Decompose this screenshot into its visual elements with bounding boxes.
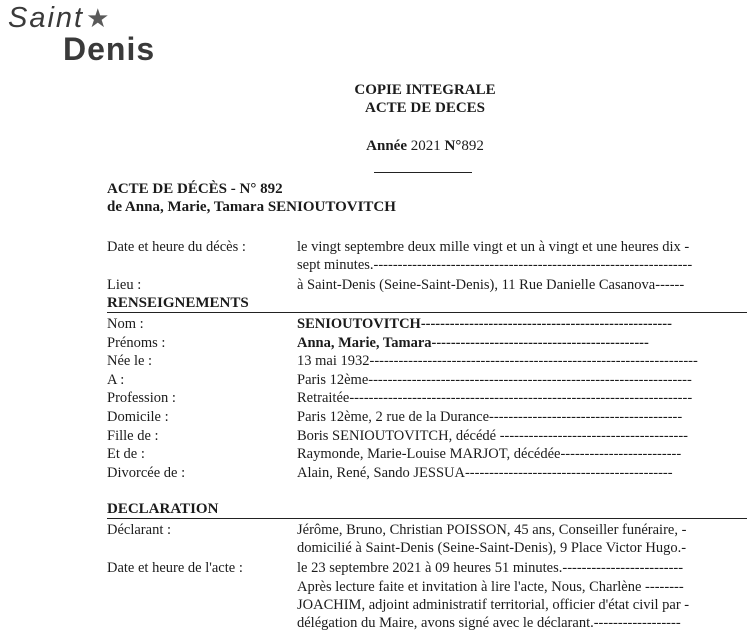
document-title: COPIE INTEGRALE [354,82,496,98]
row-value: Boris SENIOUTOVITCH, décédé --------------------------------------- [297,428,689,444]
acte-date-value: le 23 septembre 2021 à 09 heures 51 minutes.------------------------- [297,560,684,576]
logo-line-1: Saint [8,2,85,34]
declarant-row [107,521,747,557]
document-subtitle: ACTE DE DECES [364,100,486,116]
year-number-line [300,138,550,155]
row-label: Née le : [107,353,153,369]
deces-date-value-1: le vingt septembre deux mille vingt et un à vingt et une heures dix - [297,239,690,255]
lieu-value: à Saint-Denis (Seine-Saint-Denis), 11 Rue Danielle Casanova------ [297,277,685,293]
closing-line-1: Après lecture faite et invitation à lire l'acte, Nous, Charlène -------- [297,579,684,595]
row-value: Paris 12ème------------------------------------------------------------------- [297,372,692,388]
deces-date-value-2: sept minutes.------------------------------------------------------------------ [297,257,693,273]
declarant-value-1: Jérôme, Bruno, Christian POISSON, 45 ans, Conseiller funéraire, - [297,522,687,538]
annee-label: Année [366,138,407,154]
closing-paragraph [297,578,745,632]
declaration-heading: DECLARATION [107,500,747,519]
row-label: Fille de : [107,428,159,444]
deces-date-label: Date et heure du décès : [107,239,246,255]
declarant-label: Déclarant : [107,522,172,538]
annee-value: 2021 [410,138,441,154]
row-label: Profession : [107,390,176,406]
declarant-value-2: domicilié à Saint-Denis (Seine-Saint-Denis), 9 Place Victor Hugo.- [297,540,687,556]
acte-date-label: Date et heure de l'acte : [107,560,243,576]
row-label: Domicile : [107,409,169,425]
lieu-label: Lieu : [107,277,142,293]
row-value: Retraitée----------------------------------------------------------------------- [297,390,693,406]
numero-value: 892 [461,138,484,154]
title-underline [374,172,472,173]
row-value: Raymonde, Marie-Louise MARJOT, décédée------------------------- [297,446,682,462]
deces-date-row [107,238,747,274]
row-value: Alain, René, Sando JESSUA------------------------------------------- [297,465,673,481]
row-value: Anna, Marie, Tamara--------------------------------------------- [297,335,649,351]
row-value: SENIOUTOVITCH---------------------------------------------------- [297,316,672,332]
closing-line-2: JOACHIM, adjoint administratif territorial, officier d'état civil par - [297,597,690,613]
star-icon: ★ [86,3,112,33]
row-label: Nom : [107,316,144,332]
numero-label: N° [444,138,462,154]
logo-line-2: Denis [63,31,156,67]
renseignements-heading: RENSEIGNEMENTS [107,294,747,313]
closing-line-3: délégation du Maire, avons signé avec le déclarant.------------------ [297,615,681,631]
row-value: Paris 12ème, 2 rue de la Durance---------------------------------------- [297,409,683,425]
acte-title: ACTE DE DÉCÈS - N° 892 [107,181,283,197]
row-label: Prénoms : [107,335,166,351]
row-label: A : [107,372,125,388]
acte-name: de Anna, Marie, Tamara SENIOUTOVITCH [107,199,396,215]
row-label: Et de : [107,446,145,462]
row-label: Divorcée de : [107,465,186,481]
row-value: 13 mai 1932-------------------------------------------------------------------- [297,353,698,369]
